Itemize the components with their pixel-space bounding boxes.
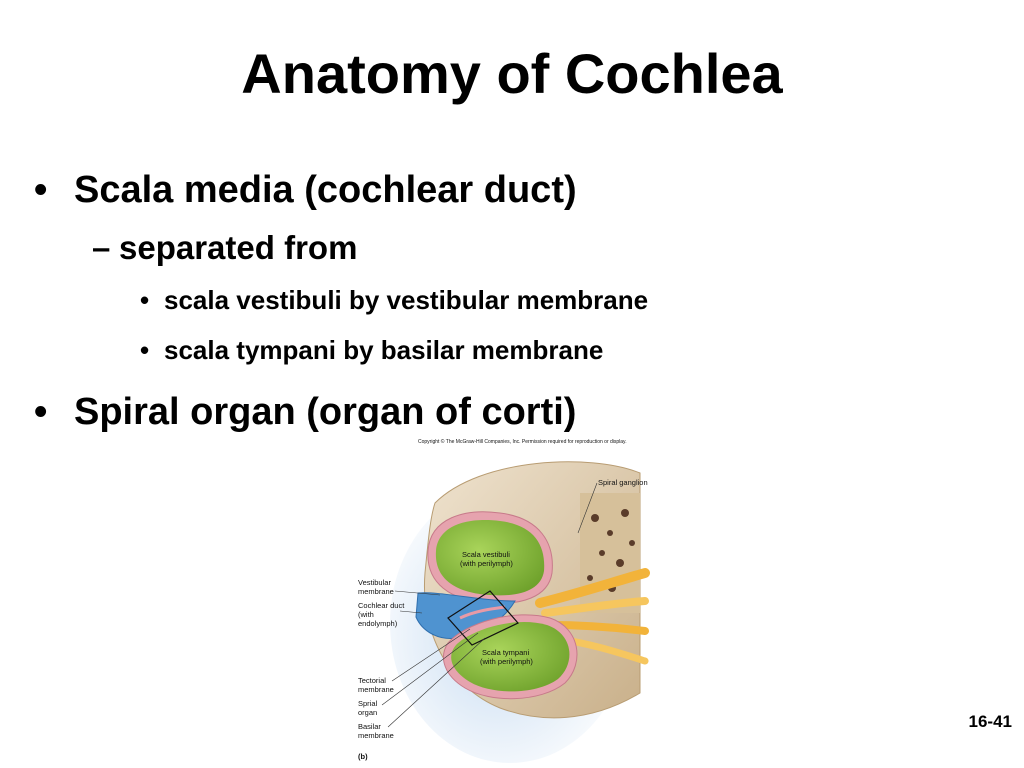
label-scala-tympani-sub: (with perilymph) bbox=[480, 657, 533, 666]
label-scala-vestibuli: Scala vestibuli bbox=[462, 550, 510, 559]
cochlea-illustration bbox=[340, 433, 690, 768]
label-vestibular-membrane: Vestibular bbox=[358, 578, 391, 587]
bullet-marker: • bbox=[34, 391, 48, 433]
subsub-bullet-marker: • bbox=[140, 335, 150, 365]
copyright-notice: Copyright © The McGraw-Hill Companies, Inc. Permission required for reproduction or display. bbox=[418, 439, 627, 445]
label-scala-tympani: Scala tympani bbox=[482, 648, 530, 657]
label-vestibular-membrane-2: membrane bbox=[358, 587, 394, 596]
label-basilar-membrane-2: membrane bbox=[358, 731, 394, 740]
label-spiral-ganglion: Spiral ganglion bbox=[598, 478, 648, 487]
bullet-marker: • bbox=[34, 169, 48, 211]
subsub-bullet-marker: • bbox=[140, 285, 150, 315]
sub-bullet-separated-from: separated from bbox=[119, 229, 358, 266]
panel-label: (b) bbox=[358, 752, 368, 761]
label-scala-vestibuli-sub: (with perilymph) bbox=[460, 559, 513, 568]
subsub-bullet-vestibular: scala vestibuli by vestibular membrane bbox=[164, 285, 649, 315]
cochlea-cross-section-figure bbox=[340, 433, 690, 768]
bullet-spiral-organ: Spiral organ (organ of corti) bbox=[74, 391, 577, 433]
label-cochlear-duct: Cochlear duct bbox=[358, 601, 405, 610]
label-tectorial-membrane: Tectorial bbox=[358, 676, 386, 685]
spiral-ganglion-bone bbox=[580, 493, 640, 613]
slide-number: 16-41 bbox=[968, 712, 1012, 731]
label-cochlear-duct-3: endolymph) bbox=[358, 619, 398, 628]
slide-title: Anatomy of Cochlea bbox=[241, 42, 783, 105]
sub-bullet-marker: – bbox=[92, 229, 111, 266]
subsub-bullet-basilar: scala tympani by basilar membrane bbox=[164, 335, 604, 365]
label-basilar-membrane: Basilar bbox=[358, 722, 381, 731]
label-spiral-organ: Sprial bbox=[358, 699, 378, 708]
bullet-scala-media: Scala media (cochlear duct) bbox=[74, 169, 577, 211]
label-tectorial-membrane-2: membrane bbox=[358, 685, 394, 694]
label-cochlear-duct-2: (with bbox=[358, 610, 374, 619]
label-spiral-organ-2: organ bbox=[358, 708, 378, 717]
